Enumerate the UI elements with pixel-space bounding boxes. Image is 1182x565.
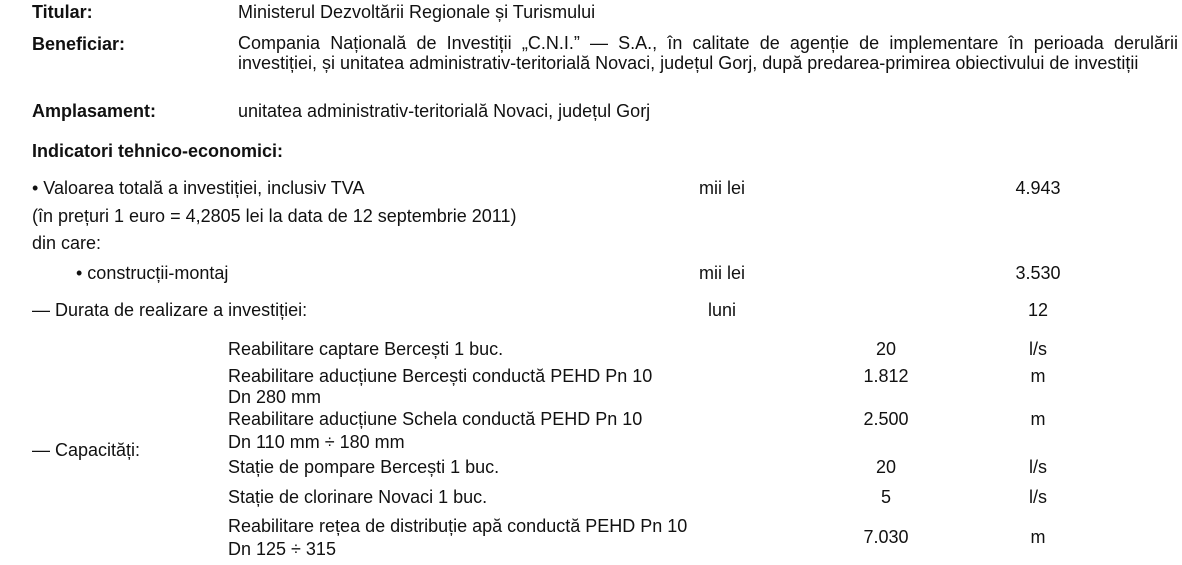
constructii-amount: 3.530	[1015, 263, 1061, 283]
durata-label: — Durata de realizare a investiției:	[32, 300, 308, 320]
total-value-unit: mii lei	[698, 178, 745, 198]
constructii-label: • construcții-montaj	[76, 263, 229, 283]
constructii-unit: mii lei	[698, 263, 745, 283]
capacity-item-0-value: 20	[875, 339, 897, 359]
amplasament-value: unitatea administrativ-teritorială Novaci, județul Gorj	[238, 101, 651, 121]
capacity-item-1-value: 1.812	[863, 366, 909, 386]
capacity-item-4-value: 5	[880, 487, 891, 507]
capacity-item-3-unit: l/s	[1029, 457, 1047, 477]
capacity-item-0-unit: l/s	[1029, 339, 1047, 359]
amplasament-label: Amplasament:	[32, 101, 157, 121]
beneficiar-value: Compania Națională de Investiții „C.N.I.” — S.A., în calitate de agenție de implementare în perioada derulării investiției, și unitatea administrativ-teritorială Novaci, județul Gorj, după predarea-primirea obiectivului de investiții	[238, 33, 1178, 73]
total-value-amount: 4.943	[1015, 178, 1061, 198]
capacity-item-3-value: 20	[875, 457, 897, 477]
capacity-item-5-value: 7.030	[863, 527, 909, 547]
capacity-item-5-desc: Reabilitare rețea de distribuție apă conductă PEHD Pn 10	[228, 516, 688, 536]
capacity-item-2-unit: m	[1030, 409, 1046, 429]
indicators-heading: Indicatori tehnico-economici:	[32, 141, 284, 161]
capacity-item-4-unit: l/s	[1029, 487, 1047, 507]
durata-amount: 12	[1027, 300, 1049, 320]
total-value-label: • Valoarea totală a investiției, inclusiv TVA	[32, 178, 365, 198]
capacity-item-1-desc: Reabilitare aducțiune Bercești conductă PEHD Pn 10	[228, 366, 653, 386]
capacity-item-1-unit: m	[1030, 366, 1046, 386]
titular-value: Ministerul Dezvoltării Regionale și Turismului	[238, 2, 596, 22]
titular-label: Titular:	[32, 2, 93, 22]
capacity-item-2-desc-2: Dn 110 mm ÷ 180 mm	[228, 432, 405, 452]
capacity-item-5-desc-2: Dn 125 ÷ 315	[228, 539, 336, 559]
price-note: (în prețuri 1 euro = 4,2805 lei la data de 12 septembrie 2011)	[32, 206, 517, 226]
beneficiar-label: Beneficiar:	[32, 34, 126, 54]
capacity-item-2-value: 2.500	[863, 409, 909, 429]
durata-unit: luni	[707, 300, 737, 320]
capacitati-label: — Capacități:	[32, 440, 141, 460]
capacity-item-3-desc: Stație de pompare Bercești 1 buc.	[228, 457, 500, 477]
capacity-item-1-desc-2: Dn 280 mm	[228, 387, 322, 407]
capacity-item-4-desc: Stație de clorinare Novaci 1 buc.	[228, 487, 488, 507]
capacity-item-5-unit: m	[1030, 527, 1046, 547]
capacity-item-0-desc: Reabilitare captare Bercești 1 buc.	[228, 339, 504, 359]
capacity-item-2-desc: Reabilitare aducțiune Schela conductă PEHD Pn 10	[228, 409, 643, 429]
din-care-label: din care:	[32, 233, 102, 253]
